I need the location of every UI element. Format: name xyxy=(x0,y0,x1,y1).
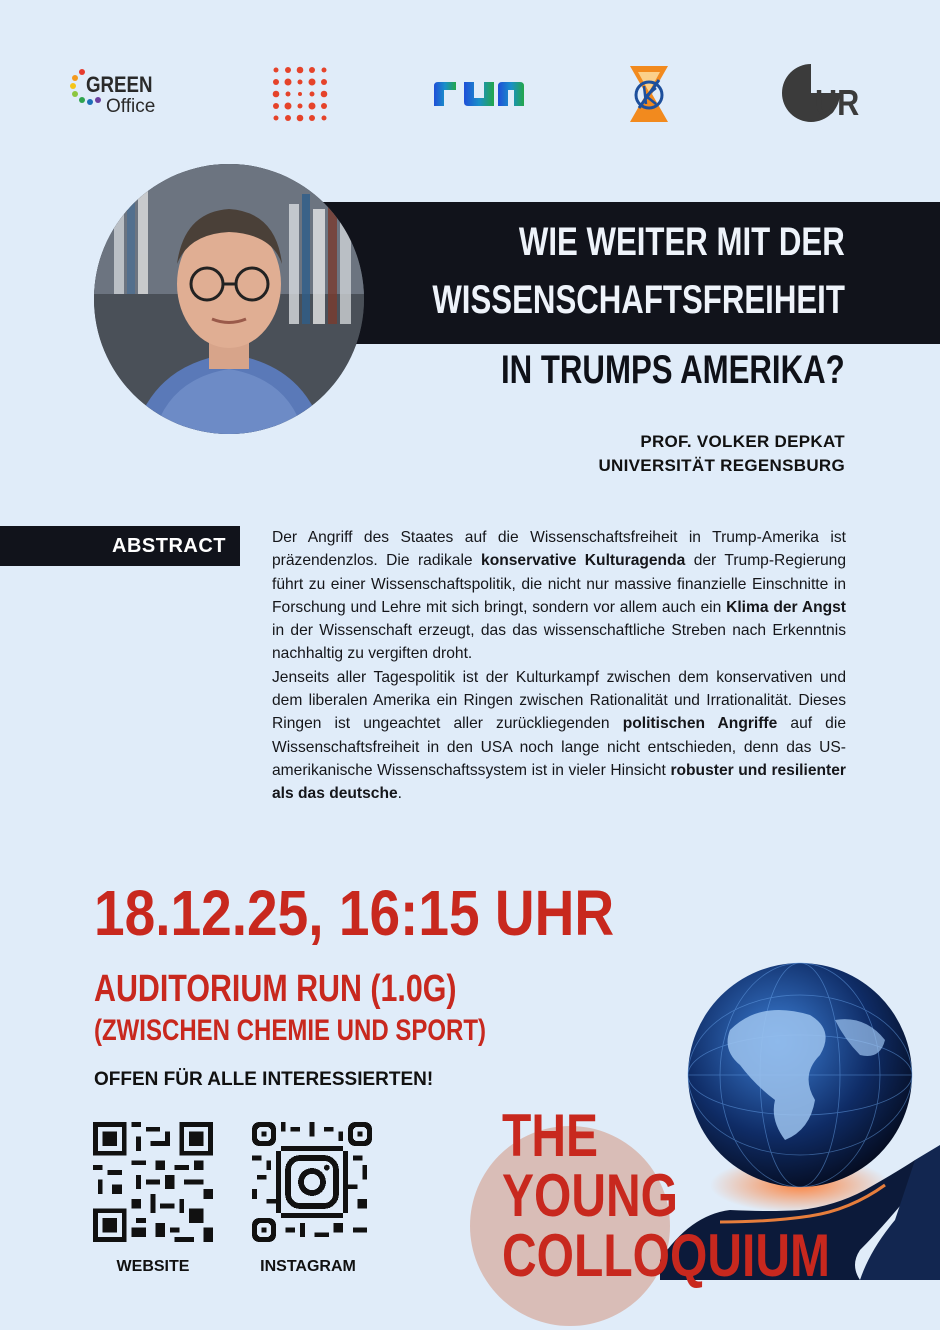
green-office-logo xyxy=(70,64,170,124)
website-qr-icon[interactable] xyxy=(93,1122,213,1242)
abstract-p1-text-b: der Trump-Regierung führt zu einer Wissenschaftspolitik, die nicht nur massive finanzielle Einschnitte in Forschung und Lehre mit sich bringt, sondern vor allem auch ein xyxy=(272,552,847,616)
title-line-3: IN TRUMPS AMERIKA? xyxy=(501,348,845,392)
abstract-p1-text-c: in der Wissenschaft erzeugt, das das wissenschaftliche Streben nach Erkenntnis nachhaltig zu vergiften droht. xyxy=(272,622,846,663)
abstract-p2-text-a: Jenseits aller Tagespolitik ist der Kulturkampf zwischen dem konservativen und dem liberalen Amerika ein Ringen zwischen Rationalität und Irrationalität. Dieses Ringen ist ungeachtet aller zurückliegenden xyxy=(272,668,846,733)
run-logo xyxy=(432,78,526,110)
event-date-time: 18.12.25, 16:15 UHR xyxy=(94,877,615,949)
abstract-label-bar xyxy=(0,526,240,566)
title-line-2: WISSENSCHAFTSFREIHEIT xyxy=(432,278,845,322)
abstract-p1-bold-b: Klima der Angst xyxy=(726,598,846,616)
abstract-p2-bold-a: politischen Angriffe xyxy=(622,715,778,733)
series-title-line-1: THE xyxy=(502,1102,598,1169)
run-logo-icon xyxy=(432,78,526,110)
website-qr-code[interactable] xyxy=(93,1122,213,1247)
abstract-text xyxy=(272,526,846,806)
ur-logo-text: UR xyxy=(815,82,860,123)
event-venue: AUDITORIUM RUN (1.0G) xyxy=(94,968,457,1010)
abstract-p2-text-c: . xyxy=(397,785,403,803)
hourglass-icon xyxy=(626,64,672,126)
abstract-p1-text-a: Der Angriff des Staates auf die Wissenschaftsfreiheit in Trump-Amerika ist präzendenzlos. Die radikale xyxy=(272,529,846,570)
abstract-paragraph-2 xyxy=(272,666,846,806)
abstract-p2-text-b: auf die Wissenschaftsfreiheit in den USA noch lange nicht entschieden, denn das US-amerikanische Wissenschaftssystem ist in vieler Hinsicht xyxy=(272,715,846,779)
green-office-title: GREEN xyxy=(86,72,153,97)
speaker-name: PROF. VOLKER DEPKAT xyxy=(640,432,845,451)
series-title-line-3: COLLOQUIUM xyxy=(502,1222,830,1289)
abstract-p1-bold-a: konservative Kulturagenda xyxy=(481,552,686,570)
abstract-label: ABSTRACT xyxy=(112,535,226,557)
series-title-line-2: YOUNG xyxy=(502,1162,679,1229)
dot-pattern-icon xyxy=(271,65,329,123)
abstract-paragraph-1 xyxy=(272,526,846,666)
abstract-p2-bold-b: robuster und resilienter als das deutsche xyxy=(272,761,846,803)
speaker-affiliation: UNIVERSITÄT REGENSBURG xyxy=(598,456,845,475)
instagram-qr-label: INSTAGRAM xyxy=(260,1258,356,1275)
instagram-qr-icon[interactable] xyxy=(252,1122,372,1242)
green-office-subtitle: Office xyxy=(106,96,156,117)
hourglass-logo xyxy=(626,64,672,126)
website-qr-label: WEBSITE xyxy=(116,1258,190,1275)
title-line-1: WIE WEITER MIT DER xyxy=(519,220,845,264)
instagram-qr-code[interactable] xyxy=(252,1122,372,1247)
speaker-portrait-image xyxy=(94,164,364,434)
ur-logo xyxy=(781,62,871,124)
event-audience: OFFEN FÜR ALLE INTERESSIERTEN! xyxy=(94,1069,434,1090)
speaker-photo xyxy=(94,164,364,434)
pattern-logo xyxy=(271,65,329,123)
event-venue-note: (ZWISCHEN CHEMIE UND SPORT) xyxy=(94,1014,486,1047)
